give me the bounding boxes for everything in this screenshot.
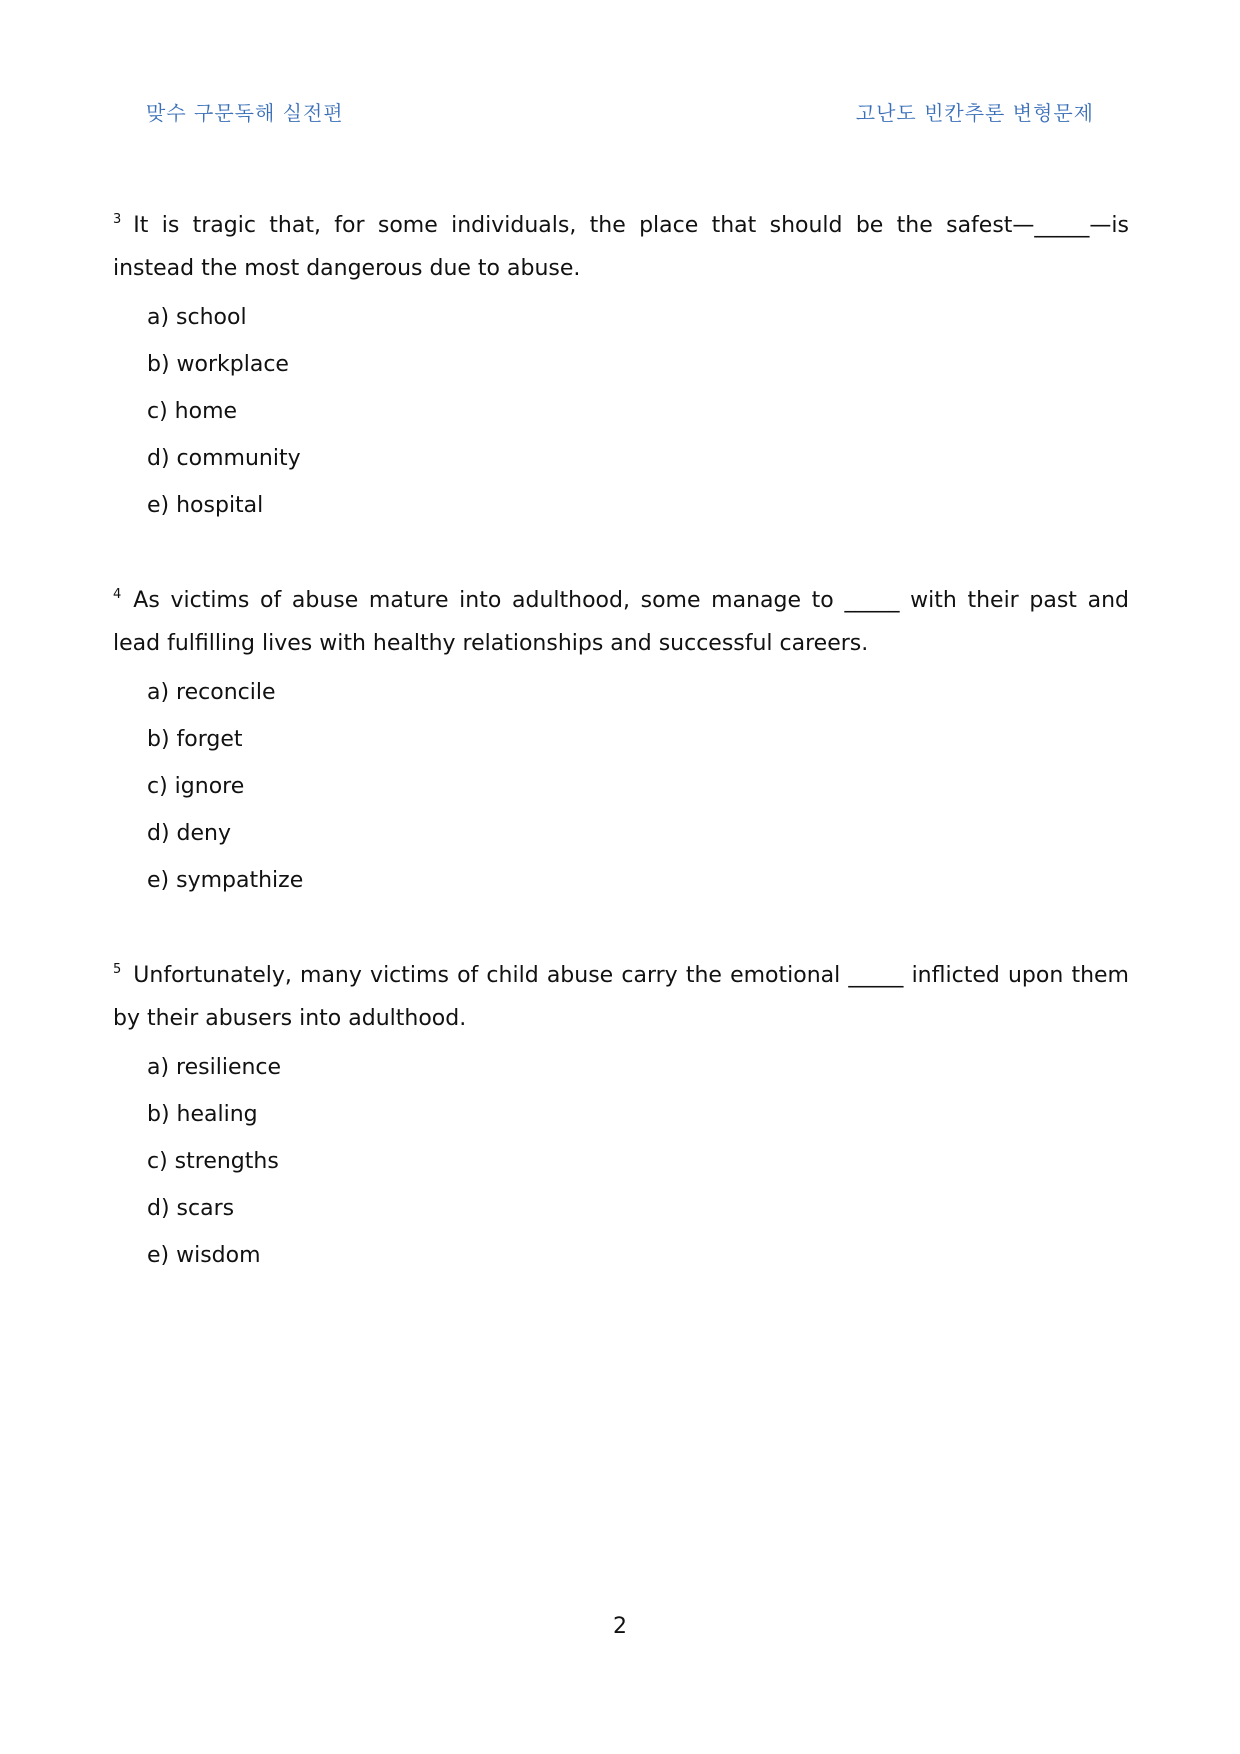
question-number: 5 xyxy=(113,962,122,977)
option-c[interactable]: c) ignore xyxy=(147,774,245,799)
question-list xyxy=(113,198,1129,1323)
question-text: Unfortunately, many victims of child abuse carry the emotional _____ inflicted upon them by their abusers into adulthood. xyxy=(113,963,1129,1031)
question-text: As victims of abuse mature into adulthood, some manage to _____ with their past and lead fulfilling lives with healthy relationships and successful careers. xyxy=(113,588,1129,656)
option-a[interactable]: a) school xyxy=(147,305,247,330)
option-b[interactable]: b) forget xyxy=(147,727,243,752)
answer-options xyxy=(113,669,1129,904)
option-e[interactable]: e) wisdom xyxy=(147,1243,261,1268)
option-b[interactable]: b) workplace xyxy=(147,352,289,377)
question-3 xyxy=(113,198,1129,529)
question-stem xyxy=(113,198,1129,290)
header-right-title: 고난도 빈칸추론 변형문제 xyxy=(855,100,1094,125)
option-d[interactable]: d) community xyxy=(147,446,301,471)
question-5 xyxy=(113,948,1129,1279)
answer-options xyxy=(113,294,1129,529)
question-number: 4 xyxy=(113,587,122,602)
header-left-title: 맞수 구문독해 실전편 xyxy=(146,100,344,125)
question-stem xyxy=(113,948,1129,1040)
page-number: 2 xyxy=(613,1614,627,1639)
option-d[interactable]: d) scars xyxy=(147,1196,235,1221)
option-e[interactable]: e) hospital xyxy=(147,493,264,518)
option-d[interactable]: d) deny xyxy=(147,821,232,846)
option-e[interactable]: e) sympathize xyxy=(147,868,304,893)
question-number: 3 xyxy=(113,212,122,227)
question-4 xyxy=(113,573,1129,904)
option-a[interactable]: a) reconcile xyxy=(147,680,276,705)
option-c[interactable]: c) home xyxy=(147,399,238,424)
question-text: It is tragic that, for some individuals, the place that should be the safest—_____—is instead the most dangerous due to abuse. xyxy=(113,213,1129,281)
option-b[interactable]: b) healing xyxy=(147,1102,258,1127)
option-c[interactable]: c) strengths xyxy=(147,1149,279,1174)
page-header xyxy=(146,96,1094,126)
option-a[interactable]: a) resilience xyxy=(147,1055,282,1080)
answer-options xyxy=(113,1044,1129,1279)
question-stem xyxy=(113,573,1129,665)
